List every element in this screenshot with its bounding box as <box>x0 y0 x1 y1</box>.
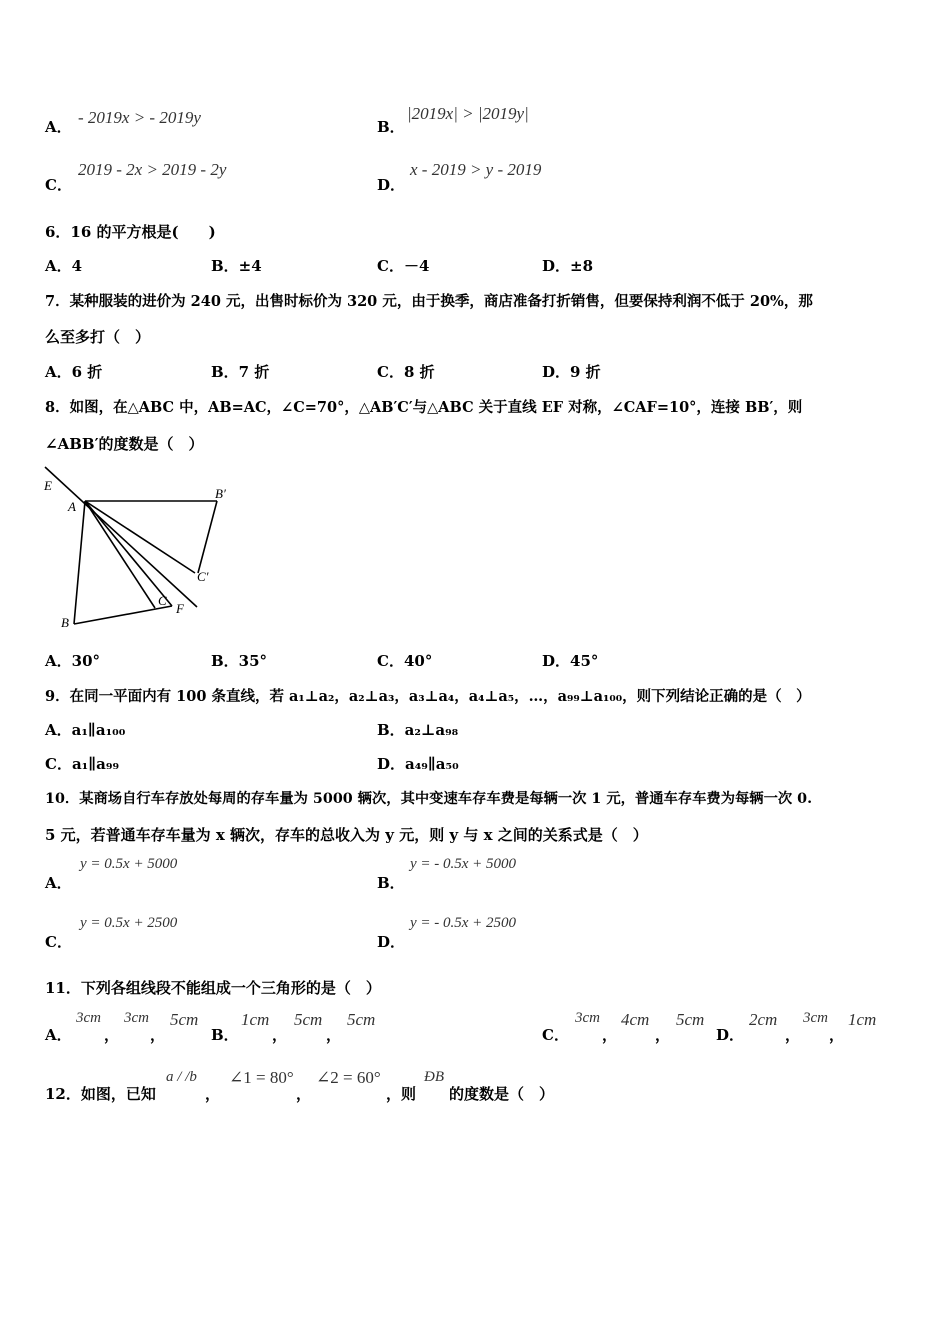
q11-c-sep1: ， <box>602 1026 618 1044</box>
segment-ab <box>74 501 85 624</box>
q6-option-c: C．－4 <box>377 257 430 275</box>
q11-a-v1: 3cm <box>76 1010 101 1026</box>
q5-option-a-label: A． <box>45 118 72 136</box>
q9-option-a: A．a₁∥a₁₀₀ <box>45 721 126 739</box>
q5-option-d-expr: x - 2019 > y - 2019 <box>410 160 542 179</box>
label-f: F <box>176 601 184 616</box>
q10-option-a-expr: y = 0.5x + 5000 <box>80 856 178 872</box>
q11-b-sep1: ， <box>272 1026 288 1044</box>
label-e: E <box>44 478 52 493</box>
q11-d-v3: 1cm <box>848 1010 877 1029</box>
q10-stem-line2: 5 元，若普通车存车量为 x 辆次，存车的总收入为 y 元，则 y 与 x 之间的关系式是（ ） <box>45 826 648 844</box>
q10-option-a-label: A． <box>45 874 72 892</box>
q9-option-d: D．a₄₉∥a₅₀ <box>377 755 459 773</box>
q9-stem: 9．在同一平面内有 100 条直线，若 a₁⊥a₂，a₂⊥a₃，a₃⊥a₄，a₄⊥a₅，…，a₉₉⊥a₁₀₀，则下列结论正确的是（ ） <box>45 688 811 705</box>
q8-option-b: B．35° <box>211 652 268 670</box>
label-a: A <box>68 499 76 514</box>
q11-d-v2: 3cm <box>803 1010 828 1026</box>
q11-d-sep1: ， <box>785 1026 801 1044</box>
segment-extra <box>85 501 155 608</box>
label-c: C <box>158 593 167 608</box>
q7-option-a: A．6 折 <box>45 363 103 381</box>
q12-then: ，则 <box>386 1085 417 1103</box>
q11-b-sep2: ， <box>326 1026 342 1044</box>
q11-c-v3: 5cm <box>676 1010 705 1029</box>
q11-c-sep2: ， <box>655 1026 671 1044</box>
q12-sep2: ， <box>296 1085 312 1103</box>
q7-option-c: C．8 折 <box>377 363 435 381</box>
q12-angle2-expr: ∠2 = 60° <box>316 1068 381 1087</box>
q7-option-b: B．7 折 <box>211 363 270 381</box>
q11-option-d-label: D． <box>716 1026 745 1044</box>
q8-stem-line2: ∠ABB′的度数是（ ） <box>45 435 204 453</box>
q11-b-v3: 5cm <box>347 1010 376 1029</box>
label-c-prime: C′ <box>197 569 209 584</box>
q12-angle-b-expr: ÐB <box>424 1069 444 1085</box>
q11-c-v1: 3cm <box>575 1010 600 1026</box>
q9-option-c: C．a₁∥a₉₉ <box>45 755 120 773</box>
q12-sep1: ， <box>205 1085 221 1103</box>
q11-b-v1: 1cm <box>241 1010 270 1029</box>
q5-option-d-label: D． <box>377 176 406 194</box>
q5-option-c-expr: 2019 - 2x > 2019 - 2y <box>78 160 227 179</box>
q6-option-d: D．±8 <box>542 257 594 275</box>
q8-geometry-figure <box>40 465 250 635</box>
q10-stem-line1: 10．某商场自行车存放处每周的存车量为 5000 辆次，其中变速车存车费是每辆一次 1 元，普通车存车费为每辆一次 0. <box>45 791 813 807</box>
q12-angle1-expr: ∠1 = 80° <box>229 1068 294 1087</box>
q11-d-v1: 2cm <box>749 1010 778 1029</box>
q11-a-v2: 3cm <box>124 1010 149 1026</box>
q5-option-c-label: C． <box>45 176 72 194</box>
q11-stem: 11．下列各组线段不能组成一个三角形的是（ ） <box>45 979 381 997</box>
q7-stem-line1: 7．某种服装的进价为 240 元，出售时标价为 320 元，由于换季，商店准备打折销售，但要保持利润不低于 20%，那 <box>45 293 813 310</box>
q11-a-v3: 5cm <box>170 1010 199 1029</box>
q11-option-c-label: C． <box>542 1026 569 1044</box>
q8-option-c: C．40° <box>377 652 433 670</box>
q12-suffix: 的度数是（ ） <box>449 1085 555 1103</box>
segment-ac-prime <box>85 501 195 573</box>
q11-b-v2: 5cm <box>294 1010 323 1029</box>
segment-bc <box>74 606 172 624</box>
q6-option-b: B．±4 <box>211 257 262 275</box>
q11-a-sep2: ， <box>150 1026 166 1044</box>
segment-ac <box>85 501 172 606</box>
q5-option-b-label: B． <box>377 118 405 136</box>
q11-d-sep2: ， <box>829 1026 845 1044</box>
label-b: B <box>61 615 69 630</box>
q11-a-sep1: ， <box>104 1026 120 1044</box>
q8-option-d: D．45° <box>542 652 599 670</box>
q11-option-b-label: B． <box>211 1026 239 1044</box>
q6-option-a: A．4 <box>45 257 83 275</box>
q9-option-b: B．a₂⊥a₉₈ <box>377 721 459 739</box>
q10-option-d-label: D． <box>377 933 406 951</box>
q7-option-d: D．9 折 <box>542 363 601 381</box>
q5-option-b-expr: |2019x| > |2019y| <box>407 104 529 123</box>
q8-option-a: A．30° <box>45 652 101 670</box>
q12-prefix: 12．如图，已知 <box>45 1085 156 1103</box>
q7-stem-line2: 么至多打（ ） <box>45 328 151 346</box>
q10-option-b-label: B． <box>377 874 405 892</box>
q10-option-d-expr: y = - 0.5x + 2500 <box>410 915 517 931</box>
q6-stem: 6．16 的平方根是( ) <box>45 223 216 241</box>
q10-option-c-expr: y = 0.5x + 2500 <box>80 915 178 931</box>
q10-option-b-expr: y = - 0.5x + 5000 <box>410 856 517 872</box>
q10-option-c-label: C． <box>45 933 72 951</box>
line-ef <box>45 467 197 607</box>
q11-option-a-label: A． <box>45 1026 72 1044</box>
q8-stem-line1: 8．如图，在△ABC 中，AB=AC，∠C=70°，△AB′C′与△ABC 关于直线 EF 对称，∠CAF=10°，连接 BB′，则 <box>45 399 803 416</box>
segment-b-prime-c-prime <box>198 501 217 573</box>
q12-parallel-expr: a / /b <box>166 1069 197 1085</box>
q5-option-a-expr: - 2019x > - 2019y <box>78 108 201 127</box>
q11-c-v2: 4cm <box>621 1010 650 1029</box>
label-b-prime: B′ <box>215 486 226 501</box>
